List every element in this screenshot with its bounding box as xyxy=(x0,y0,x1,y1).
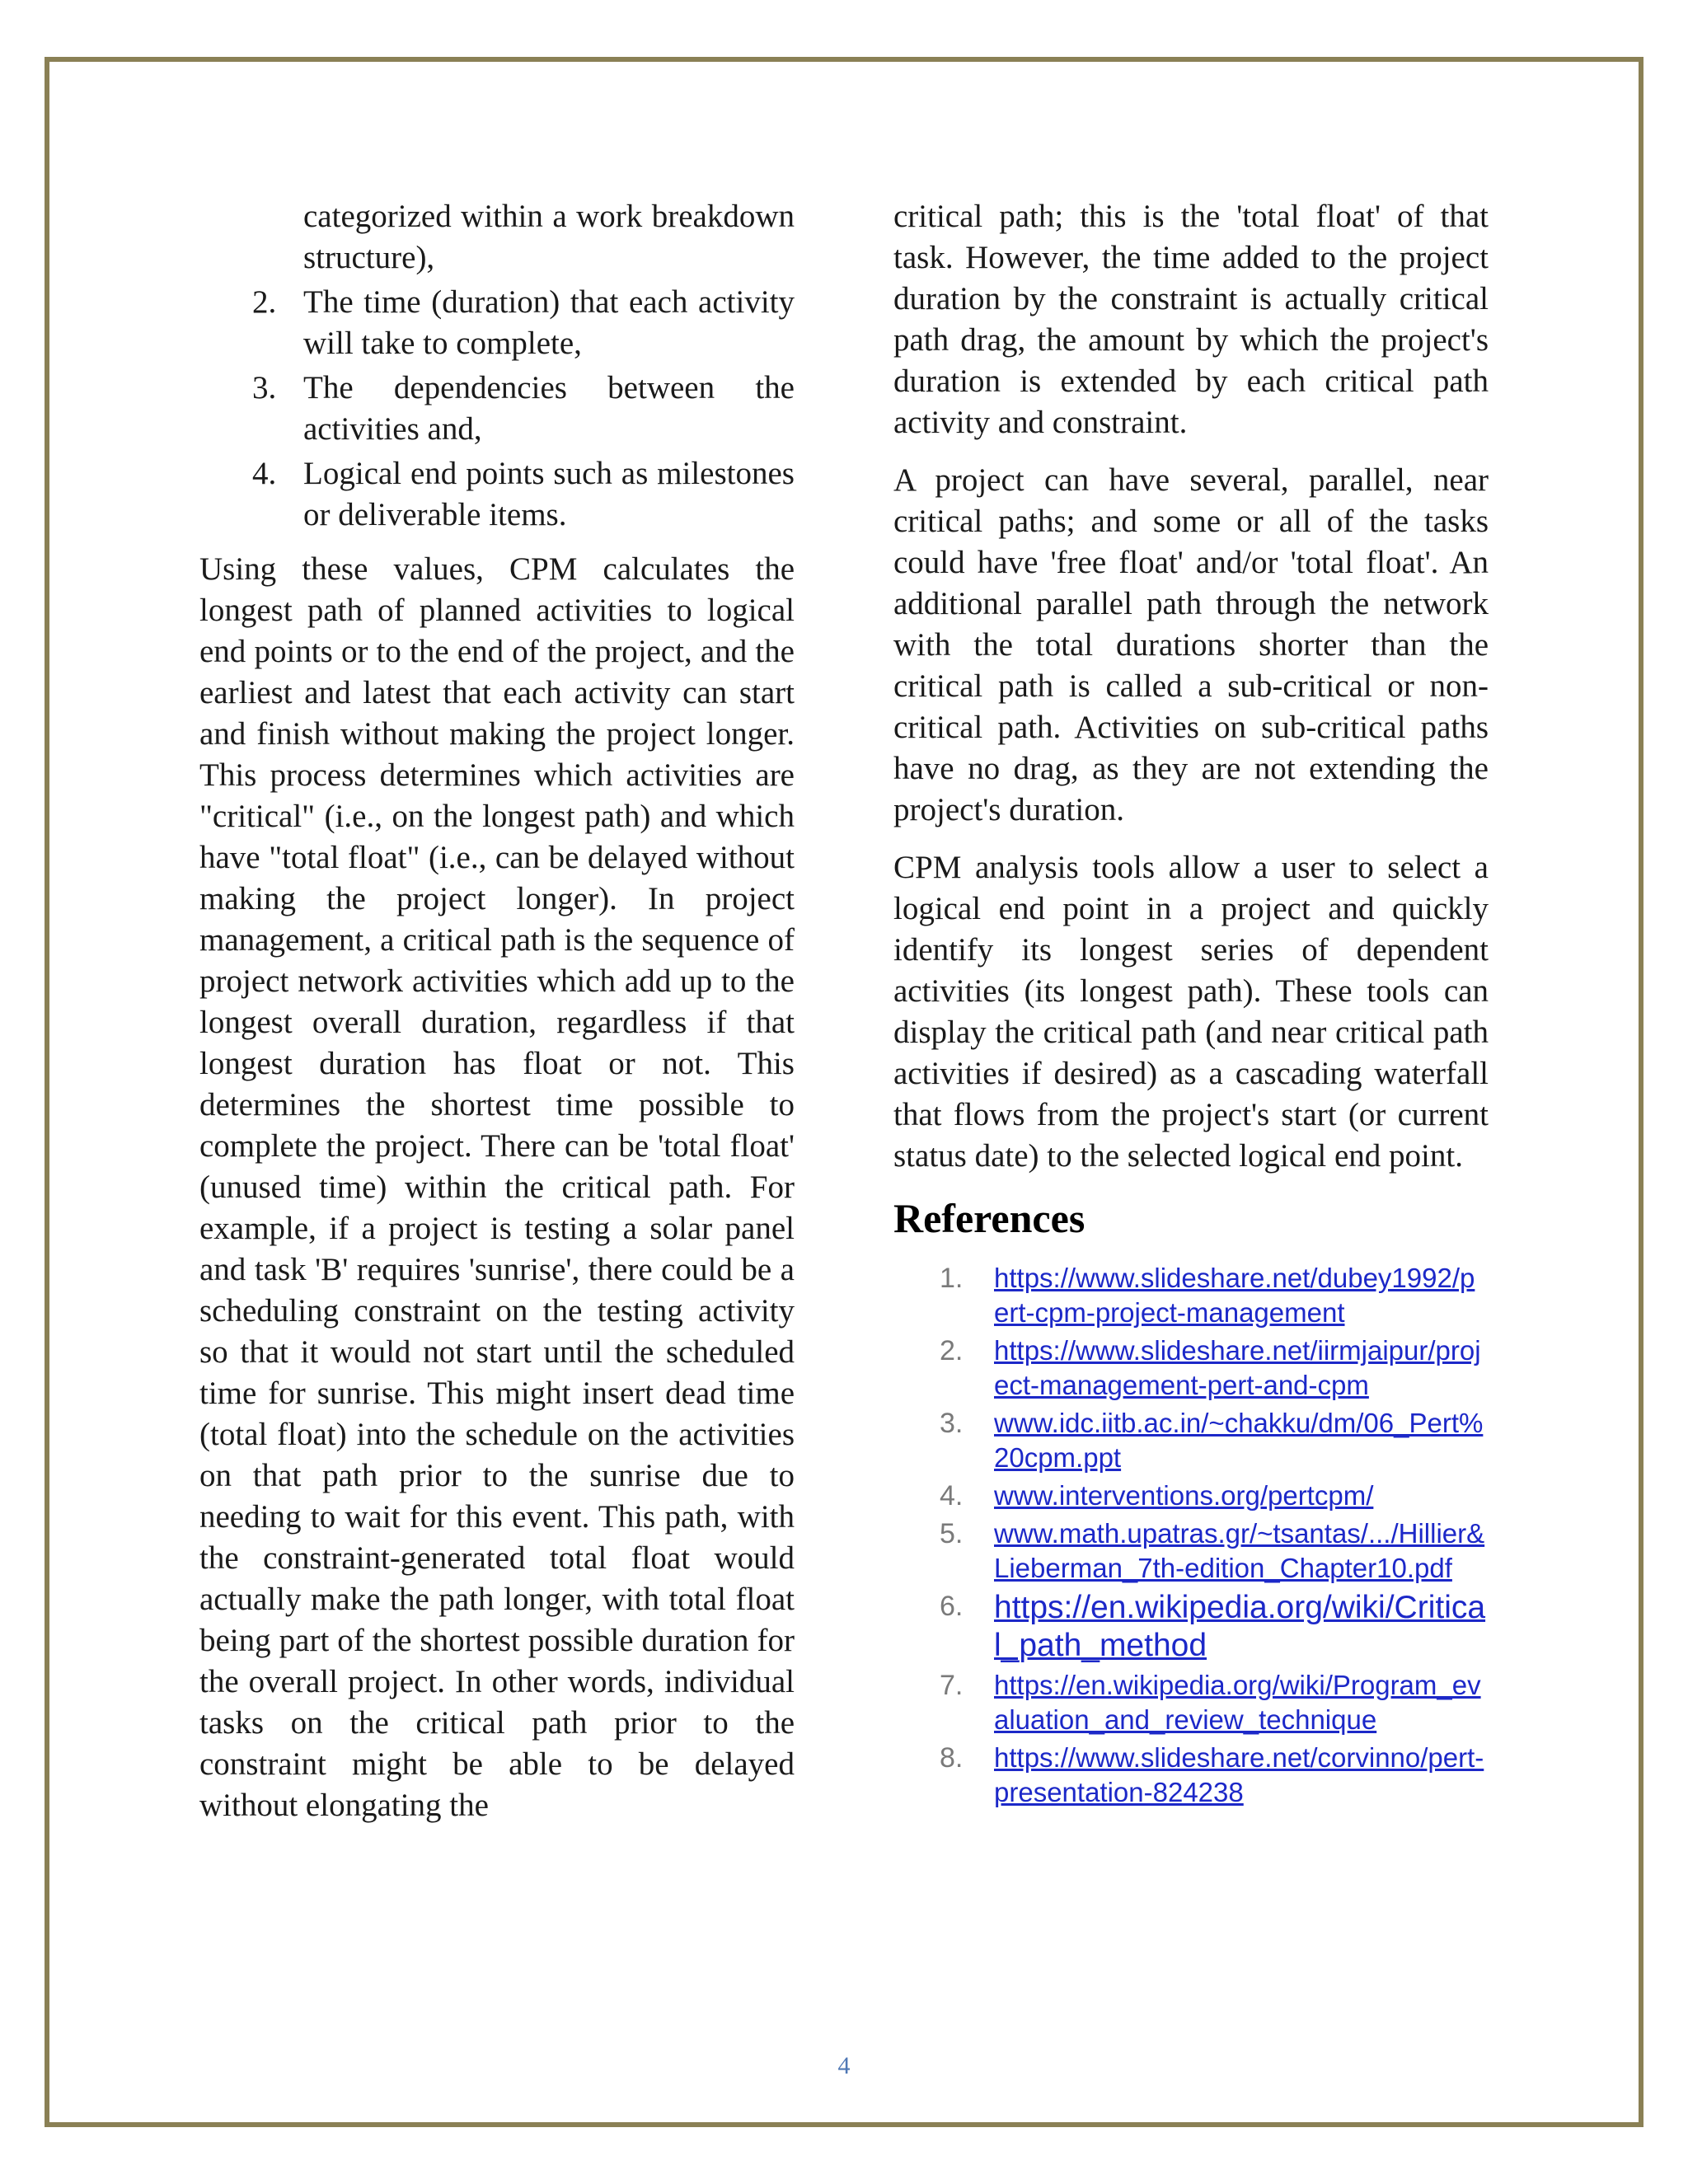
left-column xyxy=(199,196,795,1843)
reference-number: 8. xyxy=(940,1742,964,1774)
list-item-number: 4. xyxy=(252,456,277,491)
right-column xyxy=(893,196,1489,1813)
body-paragraph: Using these values, CPM calculates the longest path of planned activities to logical end points or to the end of the project, and the earliest and latest that each activity can start and finish without making the project longer. This process determines which activities are "critical" (i.e., on the longest path) and which have "total float" (i.e., can be delayed without making the project longer). In project management, a critical path is the sequence of project network activities which add up to the longest overall duration, regardless if that longest duration has float or not. This determines the shortest time possible to complete the project. There can be 'total float' (unused time) within the critical path. For example, if a project is testing a solar panel and task 'B' requires 'sunrise', there could be a scheduling constraint on the testing activity so that it would not start until the scheduled time for sunrise. This might insert dead time (total float) into the schedule on the activities on that path prior to the sunrise due to needing to wait for this event. This path, with the constraint-generated total float would actually make the path longer, with total float being part of the shortest possible duration for the overall project. In other words, individual tasks on the critical path prior to the constraint might be able to be delayed without elongating the xyxy=(199,551,795,1823)
reference-item xyxy=(893,1741,1489,1810)
reference-link[interactable]: https://en.wikipedia.org/wiki/Program_evaluation_and_review_technique xyxy=(994,1670,1481,1735)
reference-number: 1. xyxy=(940,1263,964,1294)
reference-item xyxy=(893,1479,1489,1513)
list-item-continuation xyxy=(199,196,795,279)
reference-link[interactable]: www.interventions.org/pertcpm/ xyxy=(994,1480,1374,1511)
reference-link[interactable]: https://en.wikipedia.org/wiki/Critical_path_method xyxy=(994,1590,1486,1663)
reference-item xyxy=(893,1261,1489,1330)
list-item-number: 2. xyxy=(252,284,277,320)
list-item-text: The dependencies between the activities and, xyxy=(303,370,795,447)
reference-item xyxy=(893,1589,1489,1665)
reference-number: 3. xyxy=(940,1408,964,1439)
reference-number: 4. xyxy=(940,1480,964,1511)
numbered-list xyxy=(199,196,795,536)
references-list xyxy=(893,1261,1489,1810)
list-item xyxy=(199,282,795,364)
body-paragraph: CPM analysis tools allow a user to select a logical end point in a project and quickly identify its longest series of dependent activities (its longest path). These tools can display the critical path (and near critical path activities if desired) as a cascading waterfall that flows from the project's start (or current status date) to the selected logical end point. xyxy=(893,850,1489,1174)
reference-item xyxy=(893,1406,1489,1475)
reference-number: 6. xyxy=(940,1591,964,1622)
list-item xyxy=(199,368,795,450)
reference-link[interactable]: https://www.slideshare.net/iirmjaipur/project-management-pert-and-cpm xyxy=(994,1335,1481,1400)
reference-item xyxy=(893,1668,1489,1737)
body-paragraph: critical path; this is the 'total float' of that task. However, the time added to the project duration by the constraint is actually critical path drag, the amount by which the project's duration is extended by each critical path activity and constraint. xyxy=(893,199,1489,440)
list-item xyxy=(199,453,795,536)
reference-link[interactable]: www.idc.iitb.ac.in/~chakku/dm/06_Pert%20cpm.ppt xyxy=(994,1408,1484,1473)
list-item-text: Logical end points such as milestones or deliverable items. xyxy=(303,456,795,532)
reference-number: 5. xyxy=(940,1518,964,1549)
list-item-number: 3. xyxy=(252,370,277,405)
reference-link[interactable]: www.math.upatras.gr/~tsantas/.../Hillier&Lieberman_7th-edition_Chapter10.pdf xyxy=(994,1518,1485,1583)
body-paragraph: A project can have several, parallel, near critical paths; and some or all of the tasks could have 'free float' and/or 'total float'. An additional parallel path through the network with the total durations shorter than the critical path is called a sub-critical or non-critical path. Activities on sub-critical paths have no drag, as they are not extending the project's duration. xyxy=(893,462,1489,827)
list-item-text: categorized within a work breakdown structure), xyxy=(303,199,795,275)
reference-link[interactable]: https://www.slideshare.net/dubey1992/pert-cpm-project-management xyxy=(994,1263,1475,1328)
reference-item xyxy=(893,1516,1489,1586)
page-number: 4 xyxy=(837,2052,851,2079)
reference-number: 7. xyxy=(940,1670,964,1701)
reference-link[interactable]: https://www.slideshare.net/corvinno/pert-presentation-824238 xyxy=(994,1742,1484,1807)
reference-item xyxy=(893,1333,1489,1403)
list-item-text: The time (duration) that each activity will take to complete, xyxy=(303,284,795,361)
references-heading: References xyxy=(893,1195,1085,1241)
reference-number: 2. xyxy=(940,1335,964,1366)
